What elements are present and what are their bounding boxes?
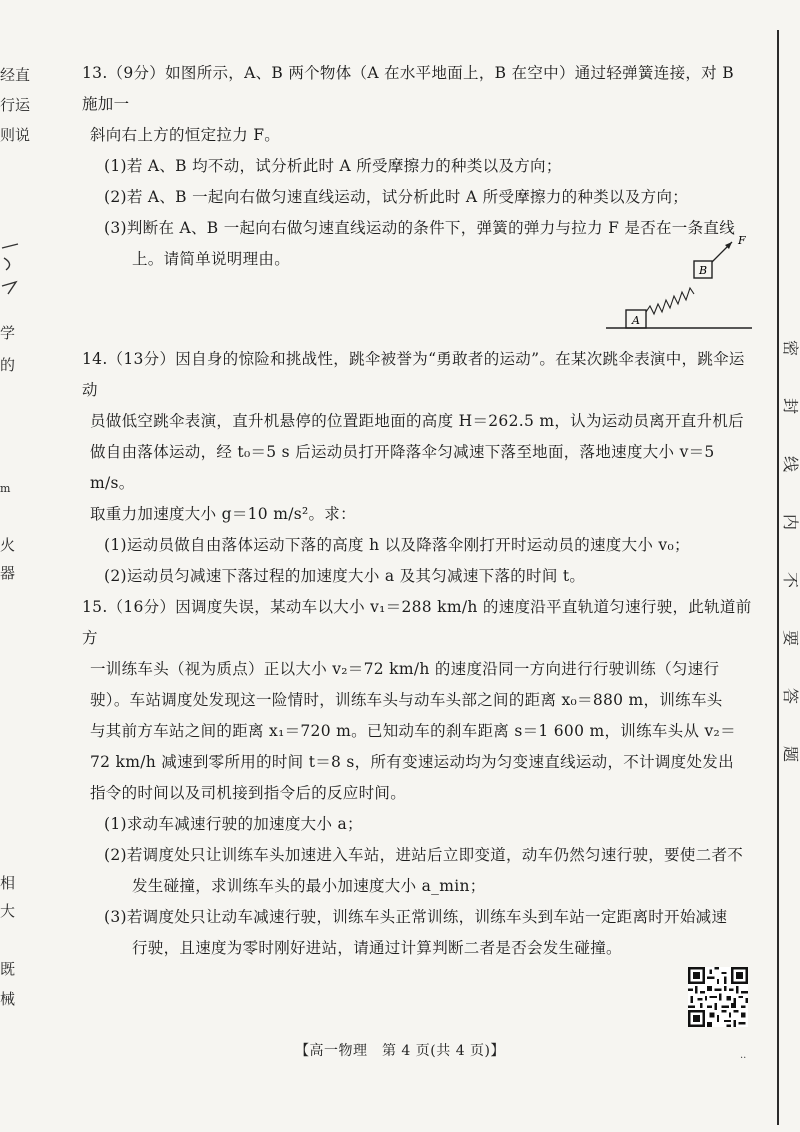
binding-char: 要	[781, 629, 800, 647]
sub-question-3-cont: 上。请简单说明理由。	[132, 250, 291, 268]
left-margin-text: 大	[0, 902, 16, 920]
question-text: 员做低空跳伞表演，直升机悬停的位置距地面的高度 H＝262.5 m，认为运动员离开直升机后	[90, 412, 744, 430]
question-text: 做自由落体运动，经 t₀＝5 s 后运动员打开降落伞匀减速下落至地面，落地速度大小 v＝5 m/s。	[90, 443, 715, 492]
sub-question-3-cont: 行驶，且速度为零时刚好进站，请通过计算判断二者是否会发生碰撞。	[132, 939, 622, 957]
sub-question-3: (3)判断在 A、B 一起向右做匀速直线运动的条件下，弹簧的弹力与拉力 F 是否在一条直线	[104, 219, 736, 237]
qr-code-icon	[688, 967, 748, 1027]
sub-question-2-cont: 发生碰撞，求训练车头的最小加速度大小 a_min；	[132, 877, 486, 895]
question-text: 斜向右上方的恒定拉力 F。	[90, 126, 281, 144]
spring-blocks-figure	[604, 230, 754, 335]
left-margin-text: 行运	[0, 96, 31, 114]
binding-char: 题	[781, 745, 800, 763]
left-margin-text: 械	[0, 990, 16, 1008]
left-margin-text: 火	[0, 536, 16, 554]
question-text: 取重力加速度大小 g＝10 m/s²。求：	[90, 505, 356, 523]
question-text: 指令的时间以及司机接到指令后的反应时间。	[90, 784, 407, 802]
left-margin-text: 经直	[0, 66, 31, 84]
sub-question-1: (1)求动车减速行驶的加速度大小 a；	[104, 815, 363, 833]
binding-notice	[781, 340, 800, 804]
binding-char: 不	[781, 571, 800, 589]
sub-question-2: (2)运动员匀减速下落过程的加速度大小 a 及其匀减速下落的时间 t。	[104, 567, 586, 585]
footer-mark: ..	[740, 1050, 747, 1061]
block-b-label: B	[698, 264, 708, 277]
left-margin-text: 既	[0, 960, 16, 978]
question-14	[82, 344, 752, 592]
question-text: 15.（16分）因调度失误，某动车以大小 v₁＝288 km/h 的速度沿平直轨道匀速行驶，此轨道前方	[82, 598, 752, 647]
sub-question-2: (2)若调度处只让训练车头加速进入车站，进站后立即变道，动车仍然匀速行驶，要使二者不	[104, 846, 744, 864]
binding-char: 密	[781, 339, 800, 357]
sub-question-1: (1)运动员做自由落体运动下落的高度 h 以及降落伞刚打开时运动员的速度大小 v₀；	[104, 536, 690, 554]
left-margin-text: 相	[0, 874, 16, 892]
question-text: 13.（9分）如图所示，A、B 两个物体（A 在水平地面上，B 在空中）通过轻弹簧连接，对 B 施加一	[82, 64, 734, 113]
question-text: 与其前方车站之间的距离 x₁＝720 m。已知动车的刹车距离 s＝1 600 m，训练车头从 v₂＝	[90, 722, 736, 740]
sub-question-2: (2)若 A、B 一起向右做匀速直线运动，试分析此时 A 所受摩擦力的种类以及方向；	[104, 188, 689, 206]
left-margin-sketch	[0, 238, 22, 308]
binding-char: 内	[781, 513, 800, 531]
question-text: 一训练车头（视为质点）正以大小 v₂＝72 km/h 的速度沿同一方向进行行驶训练（匀速行	[90, 660, 720, 678]
force-f-label: F	[738, 234, 746, 247]
binding-line	[777, 30, 779, 1125]
left-margin-text: 器	[0, 564, 16, 582]
question-text: 驶）。车站调度处发现这一险情时，训练车头与动车头部之间的距离 x₀＝880 m，训练车头	[90, 691, 723, 709]
left-margin-text: m	[0, 482, 11, 495]
sub-question-1: (1)若 A、B 均不动，试分析此时 A 所受摩擦力的种类以及方向；	[104, 157, 562, 175]
page-footer: 【高一物理 第 4 页(共 4 页)】	[294, 1043, 506, 1059]
binding-char: 线	[781, 455, 800, 473]
sub-question-3: (3)若调度处只让动车减速行驶，训练车头正常训练，训练车头到车站一定距离时开始减速	[104, 908, 728, 926]
left-margin-text: 学	[0, 324, 16, 342]
question-text: 72 km/h 减速到零所用的时间 t＝8 s，所有变速运动均为匀变速直线运动，不计调度处发出	[90, 753, 734, 771]
left-margin-text: 的	[0, 356, 16, 374]
question-15	[82, 592, 752, 964]
binding-char: 答	[781, 687, 800, 705]
left-margin-text: 则说	[0, 126, 31, 144]
question-text: 14.（13分）因自身的惊险和挑战性，跳伞被誉为“勇敢者的运动”。在某次跳伞表演中，跳伞运动	[82, 350, 745, 399]
binding-char: 封	[781, 397, 800, 415]
block-a-label: A	[632, 314, 640, 327]
